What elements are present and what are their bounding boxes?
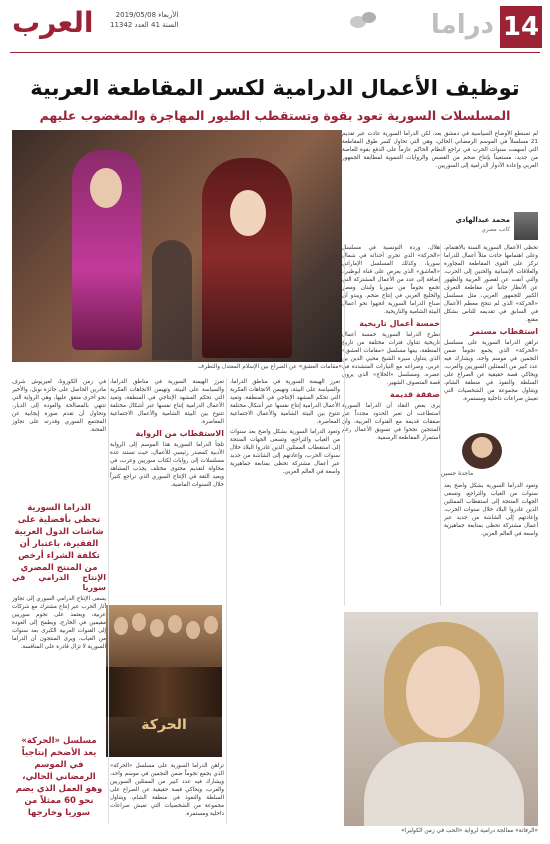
poster-head bbox=[204, 616, 218, 634]
photo-face bbox=[406, 646, 480, 738]
column-4-bottom: تراهن الدراما السورية على مسلسل «الحركة» الذي يجمع نجوماً ضمن النجمين في موسم واحد، ويشارك فيه عدد كبير من الممثلين السوريين والعرب، ويحاكي قصة حقيقية عن الصراع على السلطة والنفوذ في منطقة الشام، ويتناول مجموعة من الشخصيات التي تعيش صراعات داخلية ومستمرة. bbox=[110, 763, 224, 817]
photo-face-right bbox=[230, 190, 266, 236]
photo-figure-right bbox=[202, 158, 292, 358]
column-divider bbox=[226, 378, 227, 824]
newspaper-logo: العرب bbox=[12, 6, 94, 39]
column-3: تعرز الهيمنة السورية في مناطق الدراما، والسياسة على البيئة، وتهيمن الاتجاهات الفكرية التي تحكم المشهد الإنتاجي في المنطقة، وتعيد الأعمال الدرامية إنتاج نفسها عبر أشكال مختلفة تتنوع بين البيئة الشامية والأعمال الاجتماعية المعاصرة. وتعود الدراما السورية بشكل واضح بعد سنوات من الغياب والتراجع، وتسعى الجهات المنتجة إلى استقطاب الممثلين الذين غادروا البلاد خلال سنوات الحرب، وإعادتهم إلى الشاشة من جديد عبر أعمال مشتركة تحظى بمتابعة جماهيرية واسعة في العالم العربي. bbox=[230, 379, 340, 475]
main-photo bbox=[12, 130, 342, 362]
main-photo-caption: «مقامات العشق» عن الصراع بين الإسلام المعتدل والتطرف bbox=[198, 364, 342, 370]
col1-subtitle: استقطاب مستمر bbox=[470, 327, 538, 336]
dateline bbox=[110, 10, 178, 30]
actress-photo-caption: «الرفاتة» معالجة درامية لرواية «الحب في زمن الكوليرا» bbox=[401, 828, 538, 834]
speech-bubbles-icon bbox=[350, 12, 380, 32]
date-text: الأربعاء 2019/05/08 bbox=[115, 11, 179, 19]
column-divider bbox=[108, 378, 109, 824]
author-block bbox=[342, 212, 538, 240]
col4-subtitle: الإنتاج الدرامي في سوريا bbox=[12, 573, 106, 592]
column-divider bbox=[344, 244, 345, 606]
poster-head bbox=[114, 617, 128, 635]
article-subheadline: المسلسلات السورية تعود بقوة وتستقطب الطيور المهاجرة والمغضوب عليهم bbox=[39, 108, 511, 124]
author-name: محمد عبدالهادي bbox=[455, 216, 510, 224]
column-5: في زمن الكورونا، لعيريوش شرف مادرين الحاصل على جائزة نوبل، والأخير نحو أخرى متفق عليها، وهي الرواية التي تنتهي بالمصالحة والعودة إلى الديار، وتحاول أن تقدم صورة إيجابية عن المجتمع السوري وقدرته على تجاوز المحنة. bbox=[12, 379, 106, 433]
poster-title: الحركة bbox=[141, 717, 187, 733]
author-role: كاتب مصري bbox=[481, 227, 510, 233]
poster-head bbox=[168, 615, 182, 633]
poster-head bbox=[150, 619, 164, 637]
photo-figure-center bbox=[152, 240, 192, 360]
column-5-cont: الإنتاج الدرامي في سوريا يسعى الإنتاج الدرامي السوري إلى تجاوز آثار الحرب عبر إنتاج مشترك مع شركات عربية، ويعتمد على نجوم سوريين مقيمين في الخارج، ويطمح إلى العودة إلى القنوات العربية الكبرى بعد سنوات من الغياب، ويرى المنتجون أن الدراما السورية لا تزال قادرة على المنافسة. bbox=[12, 573, 106, 650]
column-1-cont: وتعود الدراما السورية بشكل واضح بعد سنوات من الغياب والتراجع، وتسعى الجهات المنتجة إلى استقطاب الممثلين الذين غادروا البلاد خلال سنوات الحرب، وإعادتهم إلى الشاشة من جديد عبر أعمال مشتركة تحظى بمتابعة جماهيرية واسعة في العالم العربي. bbox=[444, 483, 538, 537]
column-4: تعرز الهيمنة السورية في مناطق الدراما، والسياسة على البيئة، وتهيمن الاتجاهات الفكرية التي تحكم المشهد الإنتاجي في المنطقة، وتعيد الأعمال الدرامية إنتاج نفسها عبر أشكال مختلفة تتنوع بين البيئة الشامية والأعمال الاجتماعية المعاصرة. الاستقطاب من الرواية تلجأ الدراما السورية هذا الموسم إلى الرواية الأدبية كمصدر رئيسي للأعمال، حيث تستند عدة مسلسلات إلى روايات لكتاب سوريين وعرب، في محاولة لتقديم محتوى مختلف يجذب المشاهد ويعيد الثقة في الإنتاج السوري الذي تراجع كثيراً خلال السنوات الماضية. bbox=[110, 379, 224, 488]
series-poster bbox=[106, 605, 222, 757]
col2-subtitle: خمسة أعمال تاريخية bbox=[359, 319, 440, 328]
photo-face-left bbox=[90, 168, 122, 208]
section-title: دراما bbox=[430, 10, 494, 40]
poster-cast bbox=[110, 613, 218, 653]
author-avatar bbox=[514, 212, 538, 240]
actress-photo bbox=[344, 612, 538, 826]
lead-paragraph: لم تستطع الأوضاع السياسية في دمشق بعد، لكن الدراما السورية عادت عبر تقديم 21 مسلسلاً في الموسم الرمضاني الحالي، وهي التي تحاول كسر طوق المقاطعة التي أسهمت سنوات الحرب في تراجع النظام الحاكم عازماً على الدفع بقوة للعاصة من جديد، مستعيناً بإنتاج ضخم من القصص والروايات التنموية لمطابقة الجمهور العربي وإعادة الأدوار الدرامية إلى السوريين. bbox=[342, 131, 538, 169]
photo-body bbox=[364, 742, 524, 826]
inset-portrait bbox=[462, 433, 502, 469]
column-2: هلال، وردة التونسية في مسلسل «الحركة» الذي تجري أحداثه في شمال سوريا، وكذلك المسلسل الإماراتي «العاشق» الذي يعرض على قناة أبوظبي، إضافة إلى عدد من الأعمال المشتركة التي تجمع نجوماً من سوريا ولبنان ومصر والخليج العربي في إنتاج ضخم. ويبدو أن صناع الدراما السورية اتجهوا نحو أعمال البيئة الشامية والتاريخية. خمسة أعمال تاريخية تطرح الدراما السورية خمسة أعمال تاريخية تتناول فترات مختلفة من تاريخ المنطقة، بينها مسلسل «مقامات العشق» الذي يتناول سيرة الشيخ محيي الدين بن عربي، وصراعه مع التيارات المتشددة في عصره، ومسلسل «الحلاج» الذي يروي قصة المتصوف الشهير. صفقة قديمة يرى بعض النقاد أن الدراما السورية استطاعت أن تعبر الحدود مجدداً عبر صفقات قديمة مع القنوات العربية، وأن المنتجين نجحوا في تسويق الأعمال رغم استمرار المقاطعة الرسمية. bbox=[342, 245, 440, 441]
pull-quote-2: مسلسل «الحركة» يعد الأضخم إنتاجياً في الموسم الرمضاني الحالي، وهو العمل الذي يضم نحو 60 ممثلاً من سوريا وخارجها bbox=[15, 736, 103, 818]
poster-band bbox=[106, 667, 222, 717]
inset-caption: ماجدة حسين bbox=[440, 470, 474, 477]
column-1: تحظى الأعمال السورية السنة بالاهتمام، وعلى اهتمامها جاءت مثلاً أعمال للدراما تركز على القوى المقاطعة المجاورة والعلاقات الإنسانية والحنين إلى الحرب، والتي أنفت عن لقصور العربية والظهور عن الأنظار جانباً عن مقاطعة التعرف الكبير للجمهور العربي، مثل مسلسل «الحركة» الذي لم تنجح معظم الأعمال في السابق في تقديمه للناس بشكل مقنع. استقطاب مستمر تراهن الدراما السورية على مسلسل «الحركة» الذي يجمع نجوماً ضمن النجمين في موسم واحد، ويشارك فيه عدد كبير من الممثلين السوريين والعرب، ويحاكي قصة حقيقية عن الصراع على السلطة والنفوذ في منطقة الشام، ويتناول مجموعة من الشخصيات التي تعيش صراعات داخلية ومستمرة. bbox=[444, 245, 538, 402]
article-headline: توظيف الأعمال الدرامية لكسر المقاطعة العربية bbox=[30, 76, 520, 101]
page-number: 14 bbox=[500, 6, 542, 48]
masthead bbox=[0, 0, 550, 56]
column-divider bbox=[440, 244, 441, 606]
col2-subtitle-2: صفقة قديمة bbox=[390, 390, 440, 399]
poster-head bbox=[132, 613, 146, 631]
poster-head bbox=[186, 621, 200, 639]
masthead-rule bbox=[10, 52, 540, 53]
pull-quote: الدراما السورية تحظى بأفضلية على شاشات الدول العربية الفقيرة، باعتبار أن تكلفة الشراء أرخص من المنتج المصري bbox=[14, 503, 104, 573]
col3-subtitle: الاستقطاب من الرواية bbox=[135, 429, 224, 438]
issue-text: السنة 41 العدد 11342 bbox=[110, 21, 179, 29]
